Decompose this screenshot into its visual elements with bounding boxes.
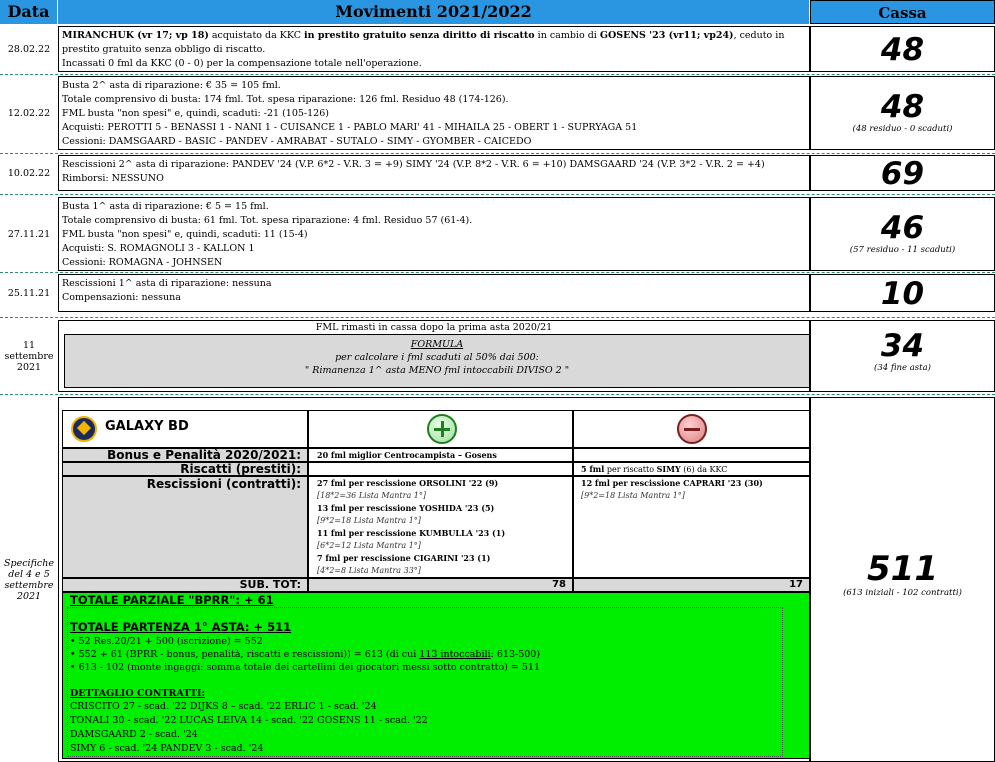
rescissioni-plus — [308, 476, 573, 578]
row-line: Cessioni: DAMSGAARD - BASIC - PANDEV - AMRABAT - SUTALO - SIMY - GYOMBER - CAICEDO — [62, 136, 532, 147]
rescissione-note: [6*2=12 Lista Mantra 1°] — [317, 541, 421, 550]
cassa-cell — [810, 26, 995, 72]
row-separator — [0, 317, 995, 318]
formula-box — [64, 334, 810, 388]
formula-line-1: per calcolare i fml scaduti al 50% dai 500: — [335, 352, 539, 363]
rescissione-note: [9*2=18 Lista Mantra 1°] — [581, 491, 685, 500]
team-name: GALAXY BD — [105, 419, 189, 434]
cassa-note: (34 fine asta) — [874, 363, 931, 373]
rescissione-entry: 11 fml per rescissione KUMBULLA '23 (1) — [317, 528, 506, 538]
row-line: FML busta "non spesi" e, quindi, scaduti: -21 (105-126) — [62, 108, 329, 119]
cassa-note: (57 residuo - 11 scaduti) — [849, 245, 956, 255]
cassa-cell — [810, 397, 995, 762]
dettaglio-title: DETTAGLIO CONTRATTI: — [70, 688, 206, 699]
minus-header — [573, 410, 810, 448]
galaxy-logo-icon — [71, 416, 97, 442]
bonus-minus — [573, 448, 810, 462]
rescissione-entry: 7 fml per rescissione CIGARINI '23 (1) — [317, 553, 491, 563]
row-line: prestito gratuito senza obbligo di riscatto. — [62, 44, 266, 55]
cassa-cell — [810, 76, 995, 150]
row-line: Rescissioni 2^ asta di riparazione: PANDEV '24 (V.P. 6*2 - V.R. 3 = +9) SIMY '24 (V.P. 8*2 - V.R. 6 = +10) DAMSGAARD '24 (V.P. 3*2 - V.R. 2 = +4) — [62, 159, 765, 170]
plus-icon — [427, 414, 457, 444]
row-line: Compensazioni: nessuna — [62, 292, 181, 303]
riscatti-plus — [308, 462, 573, 476]
dettaglio-line: CRISCITO 27 - scad. '22 DIJKS 8 – scad. '22 ERLIC 1 - scad. '24 — [70, 701, 377, 712]
totale-partenza: TOTALE PARTENZA 1° ASTA: + 511 — [70, 620, 292, 634]
row-date: 25.11.21 — [7, 287, 51, 299]
riscatti-minus: 5 fml per riscatto SIMY (6) da KKC — [573, 462, 810, 476]
row-separator — [0, 194, 995, 195]
bullet-2: • 552 + 61 (BPRR - bonus, penalità, riscatti e rescissioni)) = 613 (di cui 113 intoccabili: 613-500) — [70, 649, 541, 660]
row-line: Busta 1^ asta di riparazione: € 5 = 15 fml. — [62, 201, 269, 212]
rescissioni-minus — [573, 476, 810, 578]
header-cassa: Cassa — [810, 0, 995, 24]
row-body — [58, 26, 810, 72]
formula-line-2: " Rimanenza 1^ asta MENO fml intoccabili DIVISO 2 " — [304, 365, 570, 376]
cassa-value: 46 — [880, 210, 925, 246]
row-line: Rimborsi: NESSUNO — [62, 173, 164, 184]
cassa-cell — [810, 320, 995, 392]
row-separator — [0, 153, 995, 154]
row-date: 10.02.22 — [7, 167, 51, 179]
cassa-value: 48 — [880, 32, 925, 68]
rescissione-note: [4*2=8 Lista Mantra 33°] — [317, 566, 421, 575]
row-date: 28.02.22 — [7, 43, 51, 55]
row-date: 27.11.21 — [7, 228, 51, 240]
header-movimenti: Movimenti 2021/2022 — [58, 0, 810, 24]
row-date: 11 settembre 2021 — [4, 339, 54, 373]
row-line: Cessioni: ROMAGNA - JOHNSEN — [62, 257, 223, 268]
row-line: Acquisti: S. ROMAGNOLI 3 - KALLON 1 — [62, 243, 255, 254]
formula-label: FORMULA — [410, 339, 464, 350]
bullet-3: • 613 - 102 (monte ingaggi: somma totale dei cartellini dei giocatori messi sotto contratto) = 511 — [70, 662, 541, 673]
label-subtot: SUB. TOT: — [62, 578, 308, 592]
rescissione-entry: 12 fml per rescissione CAPRARI '23 (30) — [581, 478, 763, 488]
row-line: Totale comprensivo di busta: 174 fml. Tot. spesa riparazione: 126 fml. Residuo 48 (174-126). — [62, 94, 509, 105]
team-header — [62, 410, 308, 448]
cassa-cell — [810, 197, 995, 271]
totals-box — [62, 592, 810, 759]
cassa-value: 48 — [880, 89, 925, 125]
cassa-value: 10 — [880, 276, 925, 312]
subtot-minus: 17 — [573, 578, 810, 592]
minus-icon — [677, 414, 707, 444]
row-date: 12.02.22 — [7, 107, 51, 119]
bonus-plus: 20 fml miglior Centrocampista – Gosens — [308, 448, 573, 462]
cassa-value: 34 — [880, 328, 925, 364]
label-bonus: Bonus e Penalità 2020/2021: — [62, 448, 308, 462]
row-line: Totale comprensivo di busta: 61 fml. Tot. spesa riparazione: 4 fml. Residuo 57 (61-4). — [62, 215, 473, 226]
plus-header — [308, 410, 573, 448]
cassa-value: 69 — [880, 156, 925, 192]
rescissione-entry: 13 fml per rescissione YOSHIDA '23 (5) — [317, 503, 495, 513]
cassa-note: (613 iniziali - 102 contratti) — [843, 588, 962, 598]
row-separator — [0, 394, 995, 395]
rescissione-note: [9*2=18 Lista Mantra 1°] — [317, 516, 421, 525]
bullet-1: • 52 Res.20/21 + 500 (iscrizione) = 552 — [70, 636, 263, 647]
row-line: Busta 2^ asta di riparazione: € 35 = 105 fml. — [62, 80, 281, 91]
row-body — [58, 197, 810, 271]
row-line: MIRANCHUK (vr 17; vp 18) acquistato da KKC in prestito gratuito senza diritto di riscatto in cambio di GOSENS '23 (vr11; vp24), ceduto in — [62, 30, 785, 41]
subtot-plus: 78 — [308, 578, 573, 592]
totale-parziale: TOTALE PARZIALE "BPRR": + 61 — [70, 593, 274, 607]
rescissione-entry: 27 fml per rescissione ORSOLINI '22 (9) — [317, 478, 499, 488]
row-line: FML busta "non spesi" e, quindi, scaduti: 11 (15-4) — [62, 229, 308, 240]
cassa-cell — [810, 155, 995, 191]
cassa-value: 511 — [867, 549, 938, 589]
galaxy-table — [62, 410, 810, 592]
row-line: Incassati 0 fml da KKC (0 - 0) per la compensazione totale nell'operazione. — [62, 58, 422, 69]
header-data: Data — [0, 0, 58, 24]
row-body — [58, 155, 810, 191]
row-line: Rescissioni 1^ asta di riparazione: nessuna — [62, 278, 272, 289]
row-separator — [0, 272, 995, 273]
row-separator — [0, 74, 995, 75]
fml-rimasti-title: FML rimasti in cassa dopo la prima asta 2020/21 — [315, 322, 553, 333]
dettaglio-line: DAMSGAARD 2 - scad. '24 — [70, 729, 198, 740]
cassa-note: (48 residuo - 0 scaduti) — [852, 124, 953, 134]
row-date-specifiche: Specifiche del 4 e 5 settembre 2021 — [4, 557, 54, 602]
row-body — [58, 76, 810, 150]
row-line: Acquisti: PEROTTI 5 - BENASSI 1 - NANI 1 - CUISANCE 1 - PABLO MARI' 41 - MIHAILA 25 - OBERT 1 - SUPRYAGA 51 — [62, 122, 638, 133]
rescissione-note: [18*2=36 Lista Mantra 1°] — [317, 491, 426, 500]
label-rescissioni: Rescissioni (contratti): — [62, 476, 308, 578]
dettaglio-line: SIMY 6 - scad. '24 PANDEV 3 - scad. '24 — [70, 743, 264, 754]
row-body — [58, 274, 810, 312]
cassa-cell — [810, 274, 995, 312]
label-riscatti: Riscatti (prestiti): — [62, 462, 308, 476]
dettaglio-line: TONALI 30 - scad. '22 LUCAS LEIVA 14 - scad. '22 GOSENS 11 - scad. '22 — [70, 715, 428, 726]
